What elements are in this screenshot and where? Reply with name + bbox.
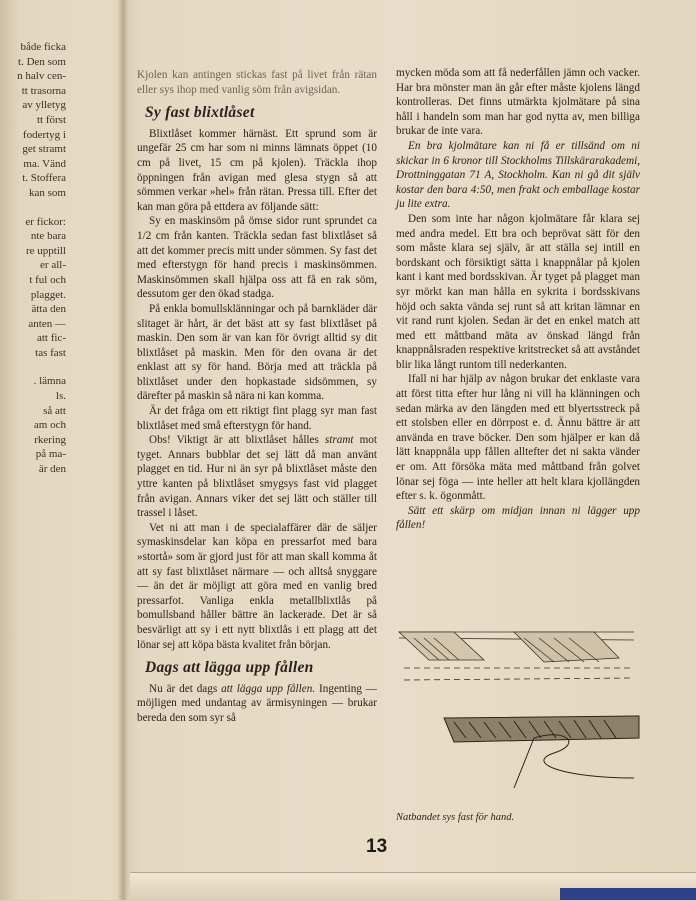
fragment-line: att fic- (36, 332, 66, 345)
paragraph-italic: En bra kjolmätare kan ni få er tillsänd om ni skickar in 6 kronor till Stockholms Tillskärarakademi, Drottninggatan 71 A, Stockholm. Kan ni gå dit själv kostar den bara 4:50, men frakt och emballage kostar ju lite extra. (396, 139, 640, 211)
fragment-line: nte bara (30, 230, 66, 243)
fragment-line: plagget. (30, 288, 66, 301)
text-run: Nu är det dags (149, 682, 222, 695)
page-number: 13 (366, 836, 388, 857)
fragment-line: er fickor: (25, 215, 66, 228)
paragraph: Blixtlåset kommer härnäst. Ett sprund som är ungefär 25 cm har som ni minns lämnats öppet (10 cm på livet, 15 cm på kjolen). Träckla ihop öppningen från avigan med glesa stygn så att sömmen verkar »hel» från rätan. Pressa till. Efter det kan man göra på ettdera av följande sätt: (137, 127, 377, 213)
right-column (396, 66, 640, 533)
background-strip (560, 888, 696, 900)
fragment-line (0, 201, 66, 215)
page-fold (118, 0, 128, 900)
fragment-line: n halv cen- (17, 70, 66, 83)
paragraph-italic: Sätt ett skärp om midjan innan ni lägger upp fållen! (396, 504, 640, 532)
fragment-line: på ma- (35, 448, 66, 461)
paragraph (137, 682, 377, 726)
text-run-italic: att lägga upp fållen. (221, 682, 316, 695)
fragment-line: . lämna (33, 375, 66, 388)
fragment-line: så att (43, 404, 66, 417)
intro-paragraph: Kjolen kan antingen stickas fast på livet från rätan eller sys ihop med vanlig söm från avigsidan. (137, 69, 377, 96)
fragment-line: t ful och (29, 273, 66, 286)
text-run: Obs! Viktigt är att blixtlåset hålles (149, 434, 325, 447)
fragment-line: ma. Vänd (23, 157, 66, 170)
paragraph: Vet ni att man i de specialaffärer där de säljer symaskinsdelar kan köpa en pressarfot med bara »stortå» som är gjord just för att man skall komma åt att sy fast blixtlåset närmare — och alltså snyggare — än det är möjligt att göra med en vanlig bred pressarfot. Vanliga enkla metallblixtlås på bomullsband håller bättre än lackerade. Det är så besvärligt att sy i ett nytt blixtlås i ett plagg att det lönar sej att köpa bästa kvalitet från början. (137, 521, 377, 651)
hem-illustration (394, 618, 644, 818)
fragment-line: get stramt (22, 143, 66, 156)
fragment-line: både ficka (20, 41, 66, 53)
middle-column (137, 68, 377, 726)
text-run: Ingenting — möjligen med undantag av ärmisyningen — brukar bereda den som syr så (137, 682, 377, 724)
paragraph: Sy en maskinsöm på ömse sidor runt sprundet ca 1/2 cm från kanten. Träckla sedan fast blixtlåset så att det kommer precis mitt under sömmen. Sy fast det med efterstygn för hand precis i maskinsömmen. Maskinsömmen skall hjälpa oss att få en rak söm, dessutom ger den ökad stadga. (137, 215, 377, 301)
fragment-line: t. Stoffera (22, 172, 66, 185)
fragment-line: er all- (40, 259, 66, 272)
fragment-line: av ylletyg (22, 99, 66, 112)
paragraph: Ifall ni har hjälp av någon brukar det enklaste vara att först titta efter hur lång ni vill ha klänningen och sedan märka av den längden med ett blyertsstreck på ett stolsben eller en dörrpost e. d. Ännu bättre är att använda en trave böcker. Den som hjälper er kan då lätt knappnåla upp fållen alltefter det ni sakta vänder er om. Att försöka mäta med måttband från golvet lönar sej föga — inte heller att helt klara kjollängden efter s. k. ögonmått. (396, 373, 640, 503)
paragraph: mycken möda som att få nederfållen jämn och vacker. Har bra mönster man än går efter måste kjolens längd kontrolleras. Det finns utmärkta kjolmätare på sina håll i handeln som man har god nytta av, men billiga brukar de inte vara. (396, 67, 640, 138)
fragment-line: anten — (28, 317, 66, 330)
paragraph: Den som inte har någon kjolmätare får klara sej med andra medel. Ett bra och beprövat sätt för den som måste klara sej själv, är att ställa sej intill en bordskant och försiktigt sätta i knappnålar på kjolen kant i kant med bordsskivan. Är tyget på plagget man syr mörkt kan man hålla en sykrita i bordsskivans höjd och sakta vända sej runt så att kritan lämnar en vit rand runt kjolen. Sedan är det en enkel match att med ett måttband mäta av önskad längd från knappnålsraden respektive kritstrecket så att avståndet blir lika långt runtom till nederkanten. (396, 212, 640, 371)
fragment-line: rkering (34, 433, 66, 446)
fragment-line: am och (33, 419, 66, 432)
fragment-line: tas fast (35, 346, 66, 359)
left-page-fragment (0, 40, 66, 477)
fragment-line: tt först (36, 113, 66, 126)
fragment-line: re upptill (25, 244, 66, 257)
fragment-line: ls. (55, 390, 66, 403)
heading-hem: Dags att lägga upp fållen (145, 659, 314, 677)
fabric-bottom (444, 716, 639, 788)
heading-zipper: Sy fast blixtlåset (145, 104, 255, 122)
fragment-line: tt trasorna (21, 84, 66, 97)
fragment-line: fodertyg i (22, 128, 66, 141)
paragraph: På enkla bomullsklänningar och på barnkläder där slitaget är hårt, är det bäst att sy fast blixtlåset på maskin. Den som är van kan för övrigt alltid sy dit blixtlåset på maskin. Men för den ovana är det enklast att sy för hand. Börja med att träckla på blixtlåset under den hopkastade sidsömmen, sy därefter på maskin så nära ni kan komma. (137, 302, 377, 403)
paragraph (137, 433, 377, 521)
fragment-line: är den (38, 463, 66, 476)
fragment-line: ätta den (31, 303, 66, 316)
paragraph: Är det fråga om ett riktigt fint plagg syr man fast blixtlåset med små efterstygn för hand. (137, 405, 377, 432)
fabric-top (399, 632, 634, 680)
text-run: mot tyget. Annars bubblar det sej lätt då man använt plagget en tid. Hur ni än syr på blixtlåset måste den yttre kanten på blixtlåset smygsys fast vid plagget från avigan. Annars viker det sej lätt och ställer till trassel i låset. (137, 434, 377, 520)
text-run-italic: stramt (324, 434, 354, 447)
fragment-line: t. Den som (18, 55, 66, 68)
fragment-line (0, 360, 66, 374)
fragment-line: kan som (29, 186, 66, 199)
figure-caption: Natbandet sys fast för hand. (396, 812, 515, 823)
